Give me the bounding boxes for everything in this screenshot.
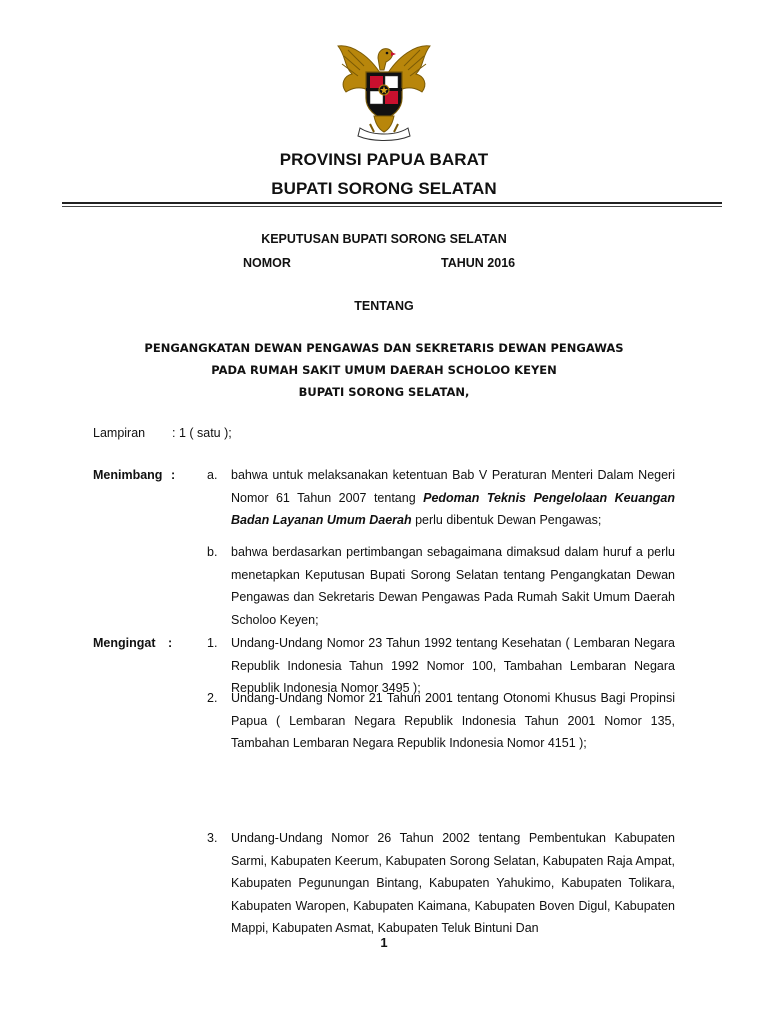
tentang-heading: TENTANG (354, 299, 414, 313)
menimbang-label (93, 468, 175, 482)
mengingat-colon: : (167, 636, 173, 650)
mengingat-marker-3: 3. (207, 831, 218, 845)
menimbang-item-a-text: bahwa untuk melaksanakan ketentuan Bab V Peraturan Menteri Dalam Negeri Nomor 61 Tahun 2007 tentang (231, 468, 675, 505)
lampiran-label: Lampiran (93, 426, 146, 440)
menimbang-item-a-emphasis: Pedoman Teknis Pengelolaan Keuangan Badan Layanan Umum Daerah (231, 490, 675, 527)
mengingat-marker-2: 2. (207, 691, 218, 705)
subject-line: PADA RUMAH SAKIT UMUM DAERAH SCHOLOO KEYEN (211, 363, 557, 377)
subject-line: BUPATI SORONG SELATAN, (298, 385, 470, 399)
menimbang-colon: : (170, 468, 176, 482)
menimbang-marker-a: a. (207, 468, 218, 482)
menimbang-marker-b: b. (207, 545, 218, 559)
province-title: PROVINSI PAPUA BARAT (279, 150, 489, 169)
mengingat-label (93, 636, 172, 650)
header-divider-thick (62, 202, 722, 204)
menimbang-item-a-text-after: perlu dibentuk Dewan Pengawas; (411, 513, 602, 527)
garuda-emblem-icon (330, 36, 438, 148)
menimbang-item-a (231, 464, 675, 532)
mengingat-item-3: Undang-Undang Nomor 26 Tahun 2002 tentang Pembentukan Kabupaten Sarmi, Kabupaten Keerum, Kabupaten Sorong Selatan, Kabupaten Raja Ampat, Kabupaten Pegunungan Bintang, Kabupaten Yahukimo, Kabupaten Tolikara, Kabupaten Waropen, Kabupaten Kaimana, Kabupaten Boven Digul, Kabupaten Mappi, Kabupaten Asmat, Kabupaten Teluk Bintuni Dan (231, 831, 675, 935)
subject-line: PENGANGKATAN DEWAN PENGAWAS DAN SEKRETARIS DEWAN PENGAWAS (144, 341, 624, 355)
lampiran-value: : 1 ( satu ); (172, 426, 232, 440)
header-divider-thin (62, 206, 722, 207)
mengingat-item-1: Undang-Undang Nomor 23 Tahun 1992 tentang Kesehatan ( Lembaran Negara Republik Indonesia Tahun 1992 Nomor 100, Tambahan Lembaran Negara Republik Indonesia Nomor 3495 ); (231, 636, 675, 695)
mengingat-item-2: Undang-Undang Nomor 21 Tahun 2001 tentang Otonomi Khusus Bagi Propinsi Papua ( Lembaran Negara Republik Indonesia Tahun 2001 Nomor 135, Tambahan Lembaran Negara Republik Indonesia Nomor 4151 ); (231, 691, 675, 750)
mengingat-label-text: Mengingat (93, 636, 156, 650)
decree-number-label: NOMOR (243, 256, 291, 270)
regent-title: BUPATI SORONG SELATAN (271, 179, 497, 198)
decree-year-label: TAHUN 2016 (441, 256, 516, 270)
page-number: 1 (380, 935, 388, 950)
menimbang-item-b: bahwa berdasarkan pertimbangan sebagaimana dimaksud dalam huruf a perlu menetapkan Keputusan Bupati Sorong Selatan tentang Pengangkatan Dewan Pengawas dan Sekretaris Dewan Pengawas Pada Rumah Sakit Umum Daerah Scholoo Keyen; (231, 545, 675, 627)
mengingat-marker-1: 1. (207, 636, 218, 650)
menimbang-label-text: Menimbang (93, 468, 163, 482)
decree-title: KEPUTUSAN BUPATI SORONG SELATAN (261, 232, 507, 246)
